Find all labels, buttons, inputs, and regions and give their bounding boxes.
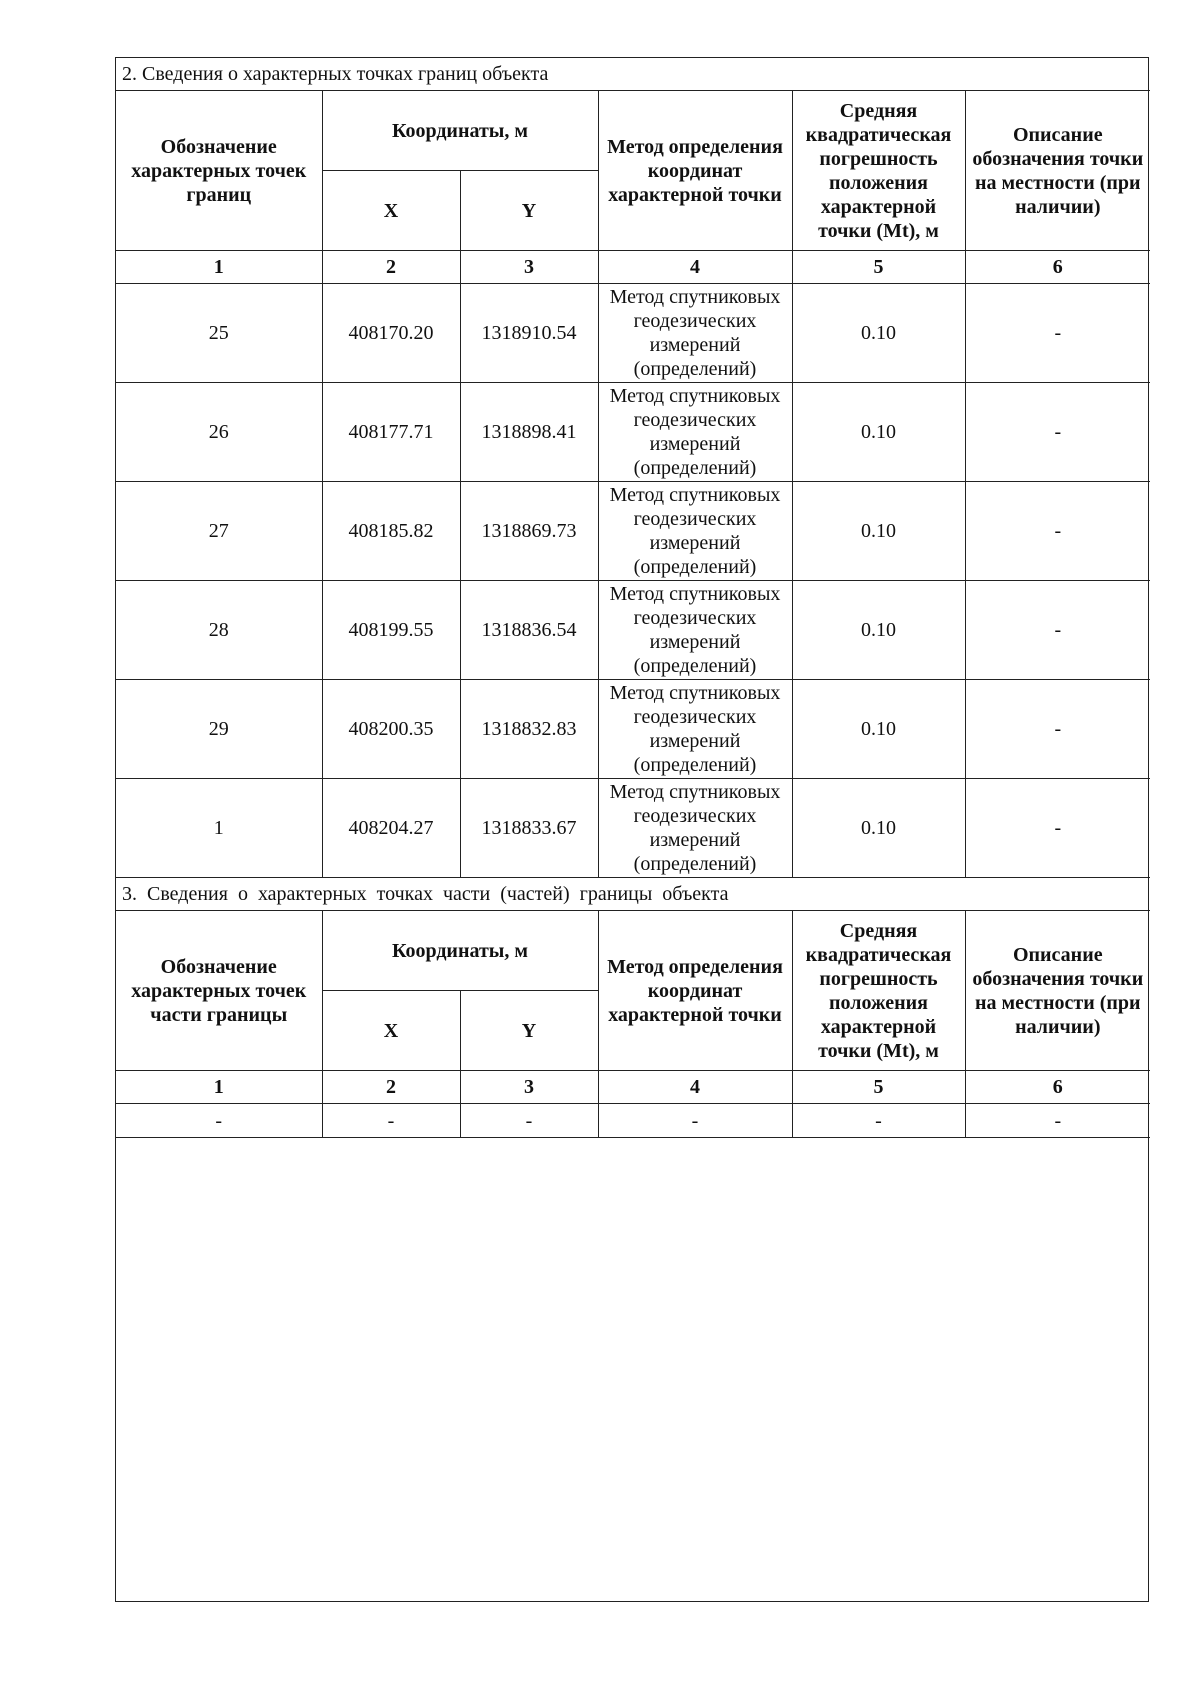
- description: -: [965, 779, 1150, 878]
- coord-y: 1318833.67: [460, 779, 598, 878]
- description: -: [965, 284, 1150, 383]
- method: Метод спутниковых геодезических измерений (определений): [598, 482, 792, 581]
- point-number: 28: [116, 581, 322, 680]
- point-number: -: [116, 1104, 322, 1138]
- header-designation: Обозначение характерных точек части границы: [116, 911, 322, 1071]
- coord-y: 1318832.83: [460, 680, 598, 779]
- description: -: [965, 1104, 1150, 1138]
- method: Метод спутниковых геодезических измерений (определений): [598, 680, 792, 779]
- table-row: [116, 581, 1150, 680]
- col-number: 2: [322, 251, 460, 284]
- point-number: 1: [116, 779, 322, 878]
- point-number: 26: [116, 383, 322, 482]
- method: Метод спутниковых геодезических измерений (определений): [598, 383, 792, 482]
- table-row: [116, 383, 1150, 482]
- coord-x: -: [322, 1104, 460, 1138]
- method: Метод спутниковых геодезических измерений (определений): [598, 284, 792, 383]
- header-y: Y: [460, 991, 598, 1071]
- description: -: [965, 680, 1150, 779]
- col-number: 1: [116, 251, 322, 284]
- col-number: 3: [460, 251, 598, 284]
- col-number: 4: [598, 1071, 792, 1104]
- coord-x: 408185.82: [322, 482, 460, 581]
- description: -: [965, 482, 1150, 581]
- point-number: 27: [116, 482, 322, 581]
- table-row: [116, 1104, 1150, 1138]
- header-description: Описание обозначения точки на местности (при наличии): [965, 911, 1150, 1071]
- col-number: 6: [965, 1071, 1150, 1104]
- header-description: Описание обозначения точки на местности (при наличии): [965, 91, 1150, 251]
- header-designation: Обозначение характерных точек границ: [116, 91, 322, 251]
- description: -: [965, 383, 1150, 482]
- mt-error: -: [792, 1104, 965, 1138]
- coord-x: 408170.20: [322, 284, 460, 383]
- point-number: 25: [116, 284, 322, 383]
- point-number: 29: [116, 680, 322, 779]
- method: Метод спутниковых геодезических измерений (определений): [598, 581, 792, 680]
- boundary-points-table: [116, 58, 1150, 1138]
- col-number: 6: [965, 251, 1150, 284]
- coord-y: 1318869.73: [460, 482, 598, 581]
- header-method: Метод определения координат характерной точки: [598, 911, 792, 1071]
- header-method: Метод определения координат характерной точки: [598, 91, 792, 251]
- coord-y: 1318898.41: [460, 383, 598, 482]
- mt-error: 0.10: [792, 284, 965, 383]
- col-number: 4: [598, 251, 792, 284]
- header-x: X: [322, 991, 460, 1071]
- table-row: [116, 779, 1150, 878]
- method: Метод спутниковых геодезических измерений (определений): [598, 779, 792, 878]
- col-number: 3: [460, 1071, 598, 1104]
- method: -: [598, 1104, 792, 1138]
- col-number: 5: [792, 1071, 965, 1104]
- coord-x: 408200.35: [322, 680, 460, 779]
- table-row: [116, 284, 1150, 383]
- header-coords: Координаты, м: [322, 911, 598, 991]
- mt-error: 0.10: [792, 383, 965, 482]
- coord-y: 1318836.54: [460, 581, 598, 680]
- description: -: [965, 581, 1150, 680]
- coord-y: -: [460, 1104, 598, 1138]
- mt-error: 0.10: [792, 482, 965, 581]
- coord-x: 408177.71: [322, 383, 460, 482]
- header-coords: Координаты, м: [322, 91, 598, 171]
- header-error: Средняя квадратическая погрешность положения характерной точки (Mt), м: [792, 911, 965, 1071]
- mt-error: 0.10: [792, 779, 965, 878]
- mt-error: 0.10: [792, 680, 965, 779]
- section2-title: 2. Сведения о характерных точках границ объекта: [116, 58, 1150, 91]
- coord-y: 1318910.54: [460, 284, 598, 383]
- table-row: [116, 680, 1150, 779]
- coord-x: 408199.55: [322, 581, 460, 680]
- col-number: 5: [792, 251, 965, 284]
- col-number: 2: [322, 1071, 460, 1104]
- header-y: Y: [460, 171, 598, 251]
- col-number: 1: [116, 1071, 322, 1104]
- header-x: X: [322, 171, 460, 251]
- header-error: Средняя квадратическая погрешность положения характерной точки (Mt), м: [792, 91, 965, 251]
- mt-error: 0.10: [792, 581, 965, 680]
- document-frame: [115, 57, 1149, 1602]
- coord-x: 408204.27: [322, 779, 460, 878]
- table-row: [116, 482, 1150, 581]
- section3-title: 3. Сведения о характерных точках части (частей) границы объекта: [116, 878, 1150, 911]
